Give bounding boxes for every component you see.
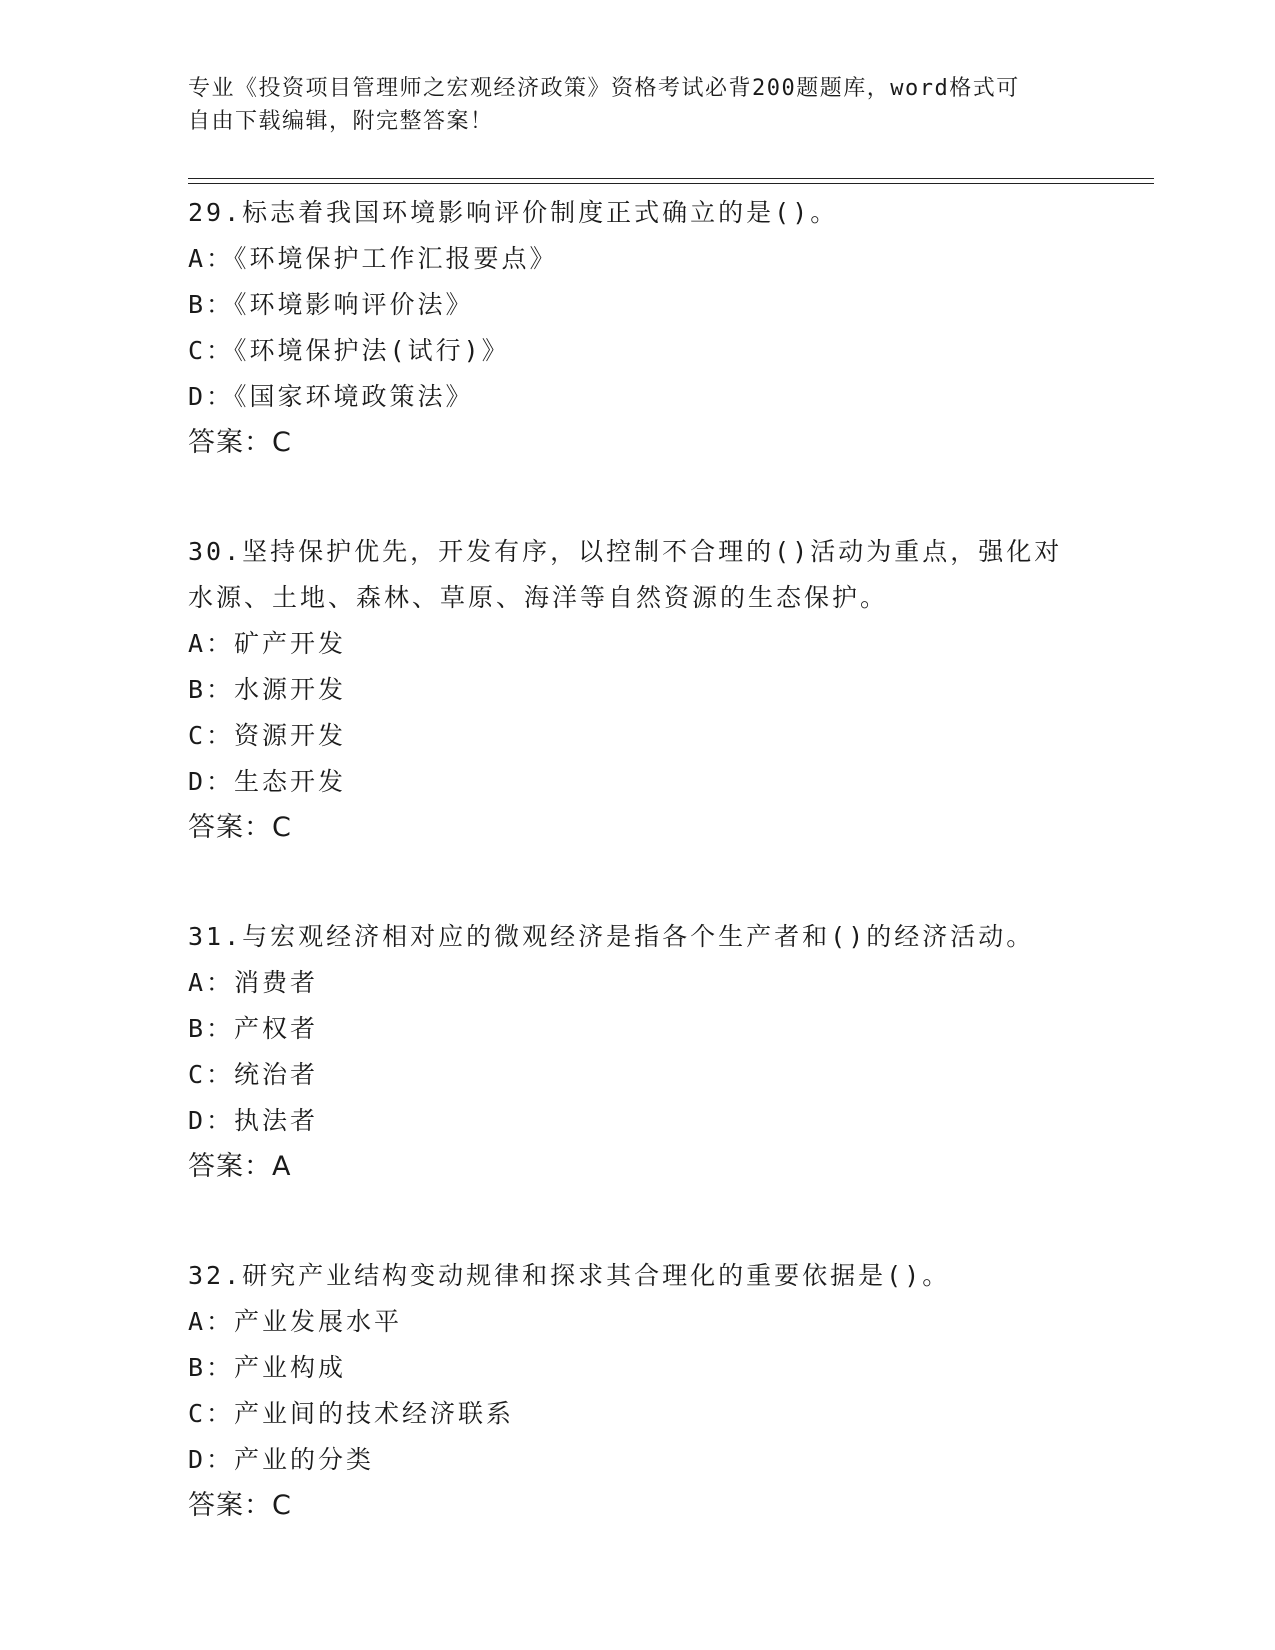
answer-line: 答案：C — [188, 427, 292, 458]
option-b: B：产权者 — [188, 1014, 319, 1043]
document-header — [188, 72, 1088, 138]
option-c: C：《环境保护法(试行)》 — [188, 336, 510, 365]
header-line-2: 自由下载编辑，附完整答案！ — [188, 109, 494, 134]
option-c: C：资源开发 — [188, 721, 347, 750]
header-divider-bottom — [188, 183, 1154, 184]
option-a: A：消费者 — [188, 968, 319, 997]
option-a: A：《环境保护工作汇报要点》 — [188, 244, 558, 273]
answer-line: 答案：C — [188, 1490, 292, 1521]
question-list — [188, 190, 1088, 1592]
answer-line: 答案：A — [188, 1151, 292, 1182]
option-c: C：产业间的技术经济联系 — [188, 1399, 515, 1428]
option-b: B：产业构成 — [188, 1353, 347, 1382]
header-line-1: 专业《投资项目管理师之宏观经济政策》资格考试必背200题题库，word格式可 — [188, 76, 1020, 101]
question-31 — [188, 914, 1088, 1190]
question-32 — [188, 1253, 1088, 1529]
option-b: B：《环境影响评价法》 — [188, 290, 474, 319]
question-stem: 29.标志着我国环境影响评价制度正式确立的是()。 — [188, 198, 839, 227]
header-divider-top — [188, 178, 1154, 179]
option-d: D：生态开发 — [188, 767, 347, 796]
answer-line: 答案：C — [188, 812, 292, 843]
option-b: B：水源开发 — [188, 675, 347, 704]
option-a: A：矿产开发 — [188, 629, 347, 658]
option-c: C：统治者 — [188, 1060, 319, 1089]
question-stem: 31.与宏观经济相对应的微观经济是指各个生产者和()的经济活动。 — [188, 922, 1035, 951]
option-d: D：《国家环境政策法》 — [188, 382, 474, 411]
question-stem: 32.研究产业结构变动规律和探求其合理化的重要依据是()。 — [188, 1261, 951, 1290]
question-stem: 30.坚持保护优先，开发有序，以控制不合理的()活动为重点，强化对水源、土地、森林、草原、海洋等自然资源的生态保护。 — [188, 537, 1063, 612]
question-30 — [188, 529, 1088, 851]
option-d: D：产业的分类 — [188, 1445, 375, 1474]
option-d: D：执法者 — [188, 1106, 319, 1135]
option-a: A：产业发展水平 — [188, 1307, 403, 1336]
question-29 — [188, 190, 1088, 466]
